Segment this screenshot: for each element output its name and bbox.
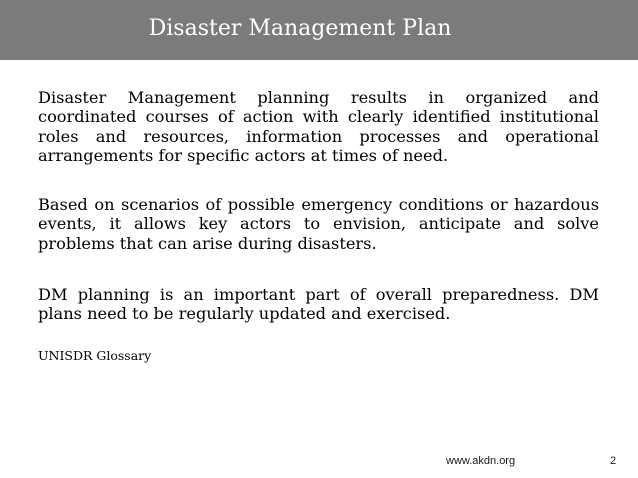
page-number: 2 [610, 455, 617, 467]
paragraph-scenarios: Based on scenarios of possible emergency conditions or hazardous events, it allows key actors to envision, anticipate and solve problems that can arise during disasters. [38, 195, 599, 253]
slide-title: Disaster Management Plan [148, 16, 452, 41]
footer-url: www.akdn.org [446, 455, 516, 467]
source-citation: UNISDR Glossary [38, 348, 152, 363]
paragraph-definition: Disaster Management planning results in organized and coordinated courses of action with clearly identified institutional roles and resources, information processes and operational arrangements for specific actors at times of need. [38, 88, 599, 166]
title-bar [0, 0, 638, 60]
paragraph-preparedness: DM planning is an important part of overall preparedness. DM plans need to be regularly updated and exercised. [38, 285, 599, 324]
